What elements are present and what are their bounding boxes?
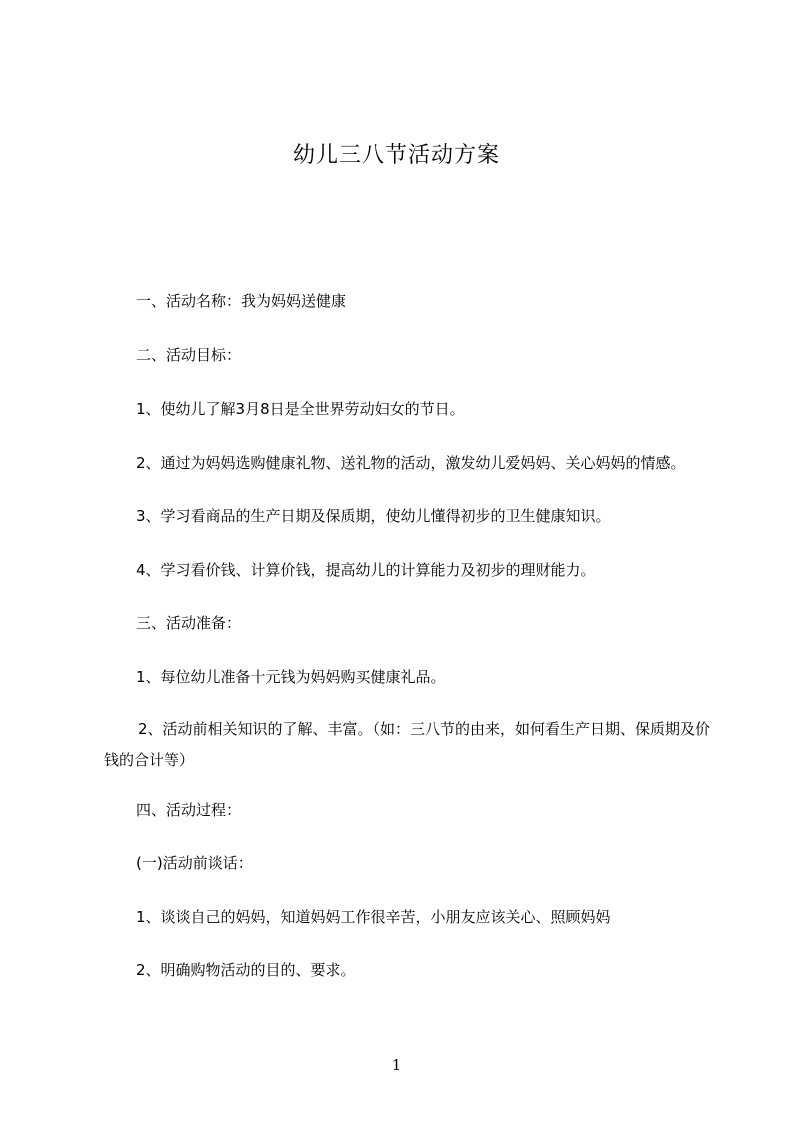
- list-item: 2、明确购物活动的目的、要求。: [136, 961, 356, 979]
- list-item: 3、学习看商品的生产日期及保质期，使幼儿懂得初步的卫生健康知识。: [136, 507, 611, 525]
- heading-activity-goals: 二、活动目标：: [136, 346, 242, 364]
- paragraph-activity-name: 一、活动名称：我为妈妈送健康: [136, 292, 347, 310]
- heading-activity-preparation: 三、活动准备：: [136, 614, 242, 632]
- subheading-pre-activity-talk: (一)活动前谈话：: [136, 854, 253, 872]
- page-number: 1: [391, 1056, 402, 1074]
- heading-activity-process: 四、活动过程：: [136, 801, 242, 819]
- list-item: 2、活动前相关知识的了解、丰富。（如：三八节的由来，如何看生产日期、保质期及价钱的合计等）: [104, 720, 711, 769]
- list-item: 1、谈谈自己的妈妈，知道妈妈工作很辛苦，小朋友应该关心、照顾妈妈: [136, 908, 611, 926]
- list-item: 1、使幼儿了解3月8日是全世界劳动妇女的节日。: [136, 400, 465, 418]
- list-item: 2、通过为妈妈选购健康礼物、送礼物的活动，激发幼儿爱妈妈、关心妈妈的情感。: [136, 454, 686, 472]
- page-title: 幼儿三八节活动方案: [292, 143, 500, 168]
- list-item: 4、学习看价钱、计算价钱，提高幼儿的计算能力及初步的理财能力。: [136, 561, 596, 579]
- list-item: 1、每位幼儿准备十元钱为妈妈购买健康礼品。: [136, 668, 446, 686]
